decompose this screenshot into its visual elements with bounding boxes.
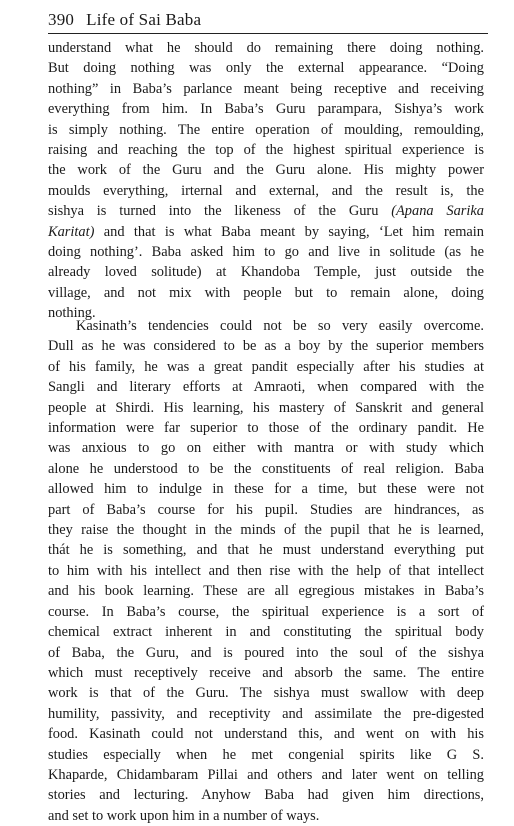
italic-term: Karitat) [48,223,95,240]
text-line: they raise the thought in the minds of the pupil that he is learned, [48,522,484,539]
text-line: Khaparde, Chidambaram Pillai and others and later went on telling [48,766,484,783]
text-line: studies especially when he met congenial spirits like G S. [48,746,484,763]
text-line: moulds everything, irternal and external, and the result is, the [48,182,484,199]
text-line: and set to work upon him in a number of ways. [48,807,320,824]
text-line: and his book learning. These are all egregious mistakes in Baba’s [48,583,484,600]
text-line: part of Baba’s course for his pupil. Studies are hindrances, as [48,501,484,518]
text-line: But doing nothing was only the external appearance. “Doing [48,60,484,77]
text-line: of his family, he was a great pandit especially after his studies at [48,358,484,375]
text-line: people at Shirdi. His learning, his mastery of Sanskrit and general [48,399,484,416]
text-line [48,201,484,221]
text-line: thát he is something, and that he must understand everything put [48,542,484,559]
text-line: course. In Baba’s course, the spiritual experience is a sort of [48,603,484,620]
text-line: Kasinath’s tendencies could not be so very easily overcome. [76,318,484,334]
italic-term: (Apana Sarika [391,203,484,220]
text-line: humility, passivity, and receptivity and assimilate the pre-digested [48,705,484,722]
running-head [48,10,201,30]
text-line: Dull as he was considered to be as a boy by the superior members [48,338,484,355]
text-line: is simply nothing. The entire operation of moulding, remoulding, [48,121,484,138]
text-line: chemical extract inherent in and constituting the spiritual body [48,624,484,641]
paragraph-1 [48,38,484,324]
text-line: food. Kasinath could not understand this, and went on with his [48,726,484,743]
text-line: alone he understood to be the constituents of real religion. Baba [48,460,484,477]
text-line: everything from him. In Baba’s Guru parampara, Sishya’s work [48,101,484,118]
text-line: stories and lecturing. Anyhow Baba had given him directions, [48,787,484,804]
text-line: doing nothing’. Baba asked him to go and live in solitude (as he [48,244,484,261]
text-line: information were far superior to those of the ordinary pandit. He [48,420,484,437]
text-line: village, and not mix with people but to remain alone, doing [48,284,484,301]
running-title: Life of Sai Baba [86,10,202,29]
text-run: sishya is turned into the likeness of the Guru [48,203,392,220]
paragraph-2 [48,316,484,826]
text-run: and that is what Baba meant by saying, ‘Let him remain [94,223,484,240]
text-line: the work of the Guru and the Guru alone. His mighty power [48,162,484,179]
text-line [48,222,484,242]
text-line: raising and reaching the top of the highest spiritual experience is [48,142,484,159]
text-line: which must receptively receive and absorb the same. The entire [48,664,484,681]
text-line: already loved solitude) at Khandoba Temple, just outside the [48,264,484,281]
page-number: 390 [48,10,75,29]
text-line: nothing. [48,305,96,322]
text-line: to him with his intellect and then rise with the help of that intellect [48,562,484,579]
text-line: was anxious to go on either with mantra or with study which [48,440,484,457]
text-line: allowed him to indulge in these for a time, but these were not [48,481,484,498]
header-rule [48,33,488,34]
text-line: Sangli and literary efforts at Amraoti, when compared with the [48,379,484,396]
text-line: of Baba, the Guru, and is poured into the soul of the sishya [48,644,484,661]
text-line: understand what he should do remaining there doing nothing. [48,40,484,56]
text-line: nothing” in Baba’s parlance meant being receptive and receiving [48,80,484,97]
text-line: work is that of the Guru. The sishya must swallow with deep [48,685,484,702]
